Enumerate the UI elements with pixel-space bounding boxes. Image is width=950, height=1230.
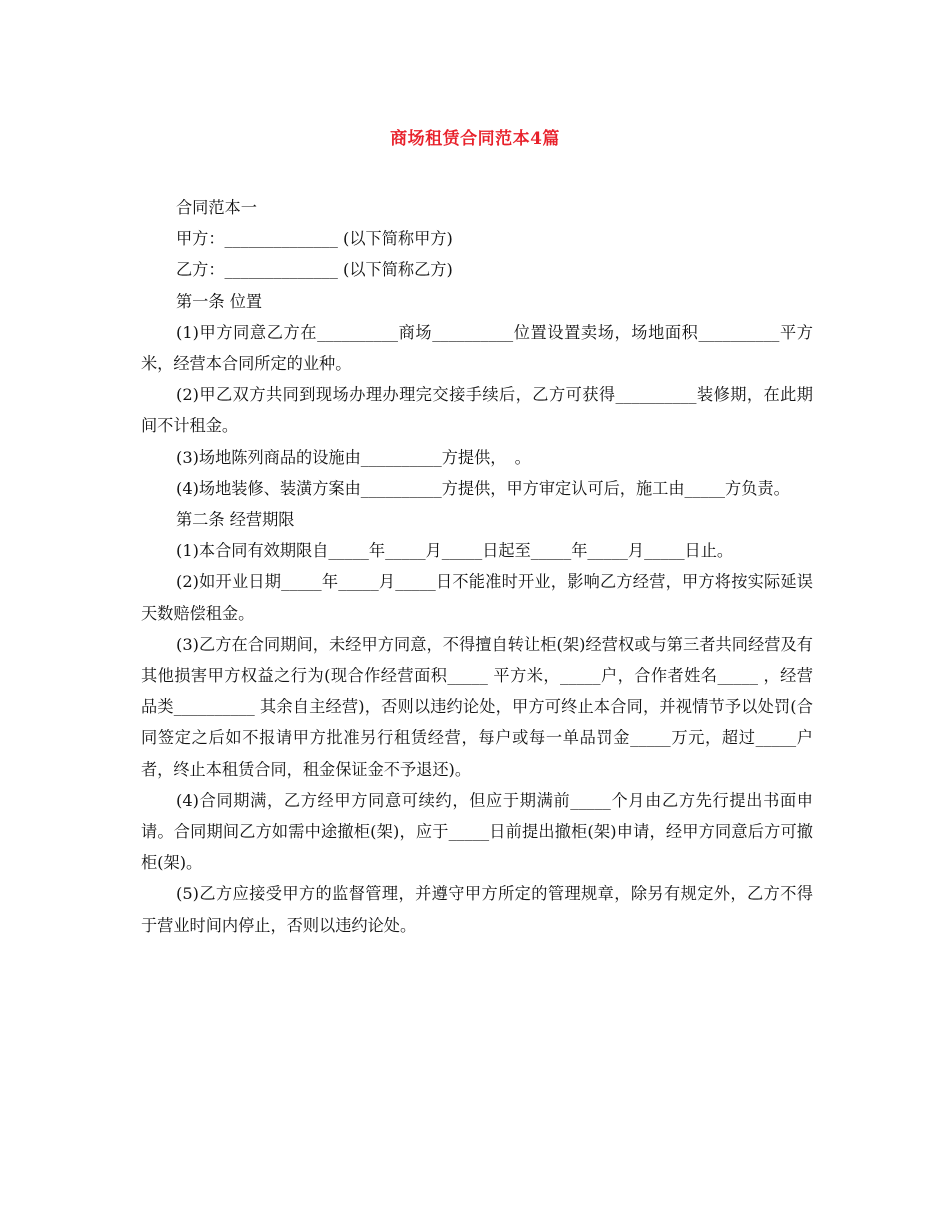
paragraph: (4)场地装修、装潢方案由__________方提供，甲方审定认可后，施工由_____方负责。 — [176, 478, 790, 498]
paragraph: (2)甲乙双方共同到现场办理办理完交接手续后，乙方可获得__________装修期，在此期间不计租金。 — [141, 385, 813, 436]
document-title: 商场租赁合同范本4篇 — [390, 129, 560, 149]
paragraph: (1)本合同有效期限自_____年_____月_____日起至_____年_____月_____日止。 — [176, 541, 734, 561]
paragraph: (2)如开业日期_____年_____月_____日不能准时开业，影响乙方经营，甲方将按实际延误天数赔偿租金。 — [141, 572, 813, 623]
article-heading: 第二条 经营期限 — [176, 510, 295, 530]
paragraph: (3)乙方在合同期间，未经甲方同意，不得擅自转让柜(架)经营权或与第三者共同经营及有其他损害甲方权益之行为(现合作经营面积_____ 平方米，_____户，合作者姓名_____ ，经营品类__________ 其余自主经营)，否则以违约论处，甲方可终止本合同，并视情节予以处罚(合同签定之后如不报请甲方批准另行租赁经营，每户或每一单品罚金_____万元，超过_____户者，终止本租赁合同，租金保证金不予退还)。 — [141, 634, 813, 779]
paragraph: (4)合同期满，乙方经甲方同意可续约，但应于期满前_____个月由乙方先行提出书面申请。合同期间乙方如需中途撤柜(架)，应于_____日前提出撤柜(架)申请，经甲方同意后方可撤柜(架)。 — [141, 790, 813, 873]
party-b-line: 乙方：______________ (以下简称乙方) — [176, 260, 453, 280]
article-heading: 第一条 位置 — [176, 291, 263, 311]
party-a-line: 甲方：______________ (以下简称甲方) — [176, 229, 453, 249]
paragraph-heading: 合同范本一 — [176, 198, 257, 217]
paragraph: (3)场地陈列商品的设施由__________方提供， 。 — [176, 447, 531, 467]
paragraph: (5)乙方应接受甲方的监督管理，并遵守甲方所定的管理规章，除另有规定外，乙方不得于营业时间内停止，否则以违约论处。 — [141, 884, 813, 935]
document-body — [141, 192, 813, 941]
paragraph: (1)甲方同意乙方在__________商场__________位置设置卖场，场地面积__________平方米，经营本合同所定的业种。 — [141, 322, 813, 374]
